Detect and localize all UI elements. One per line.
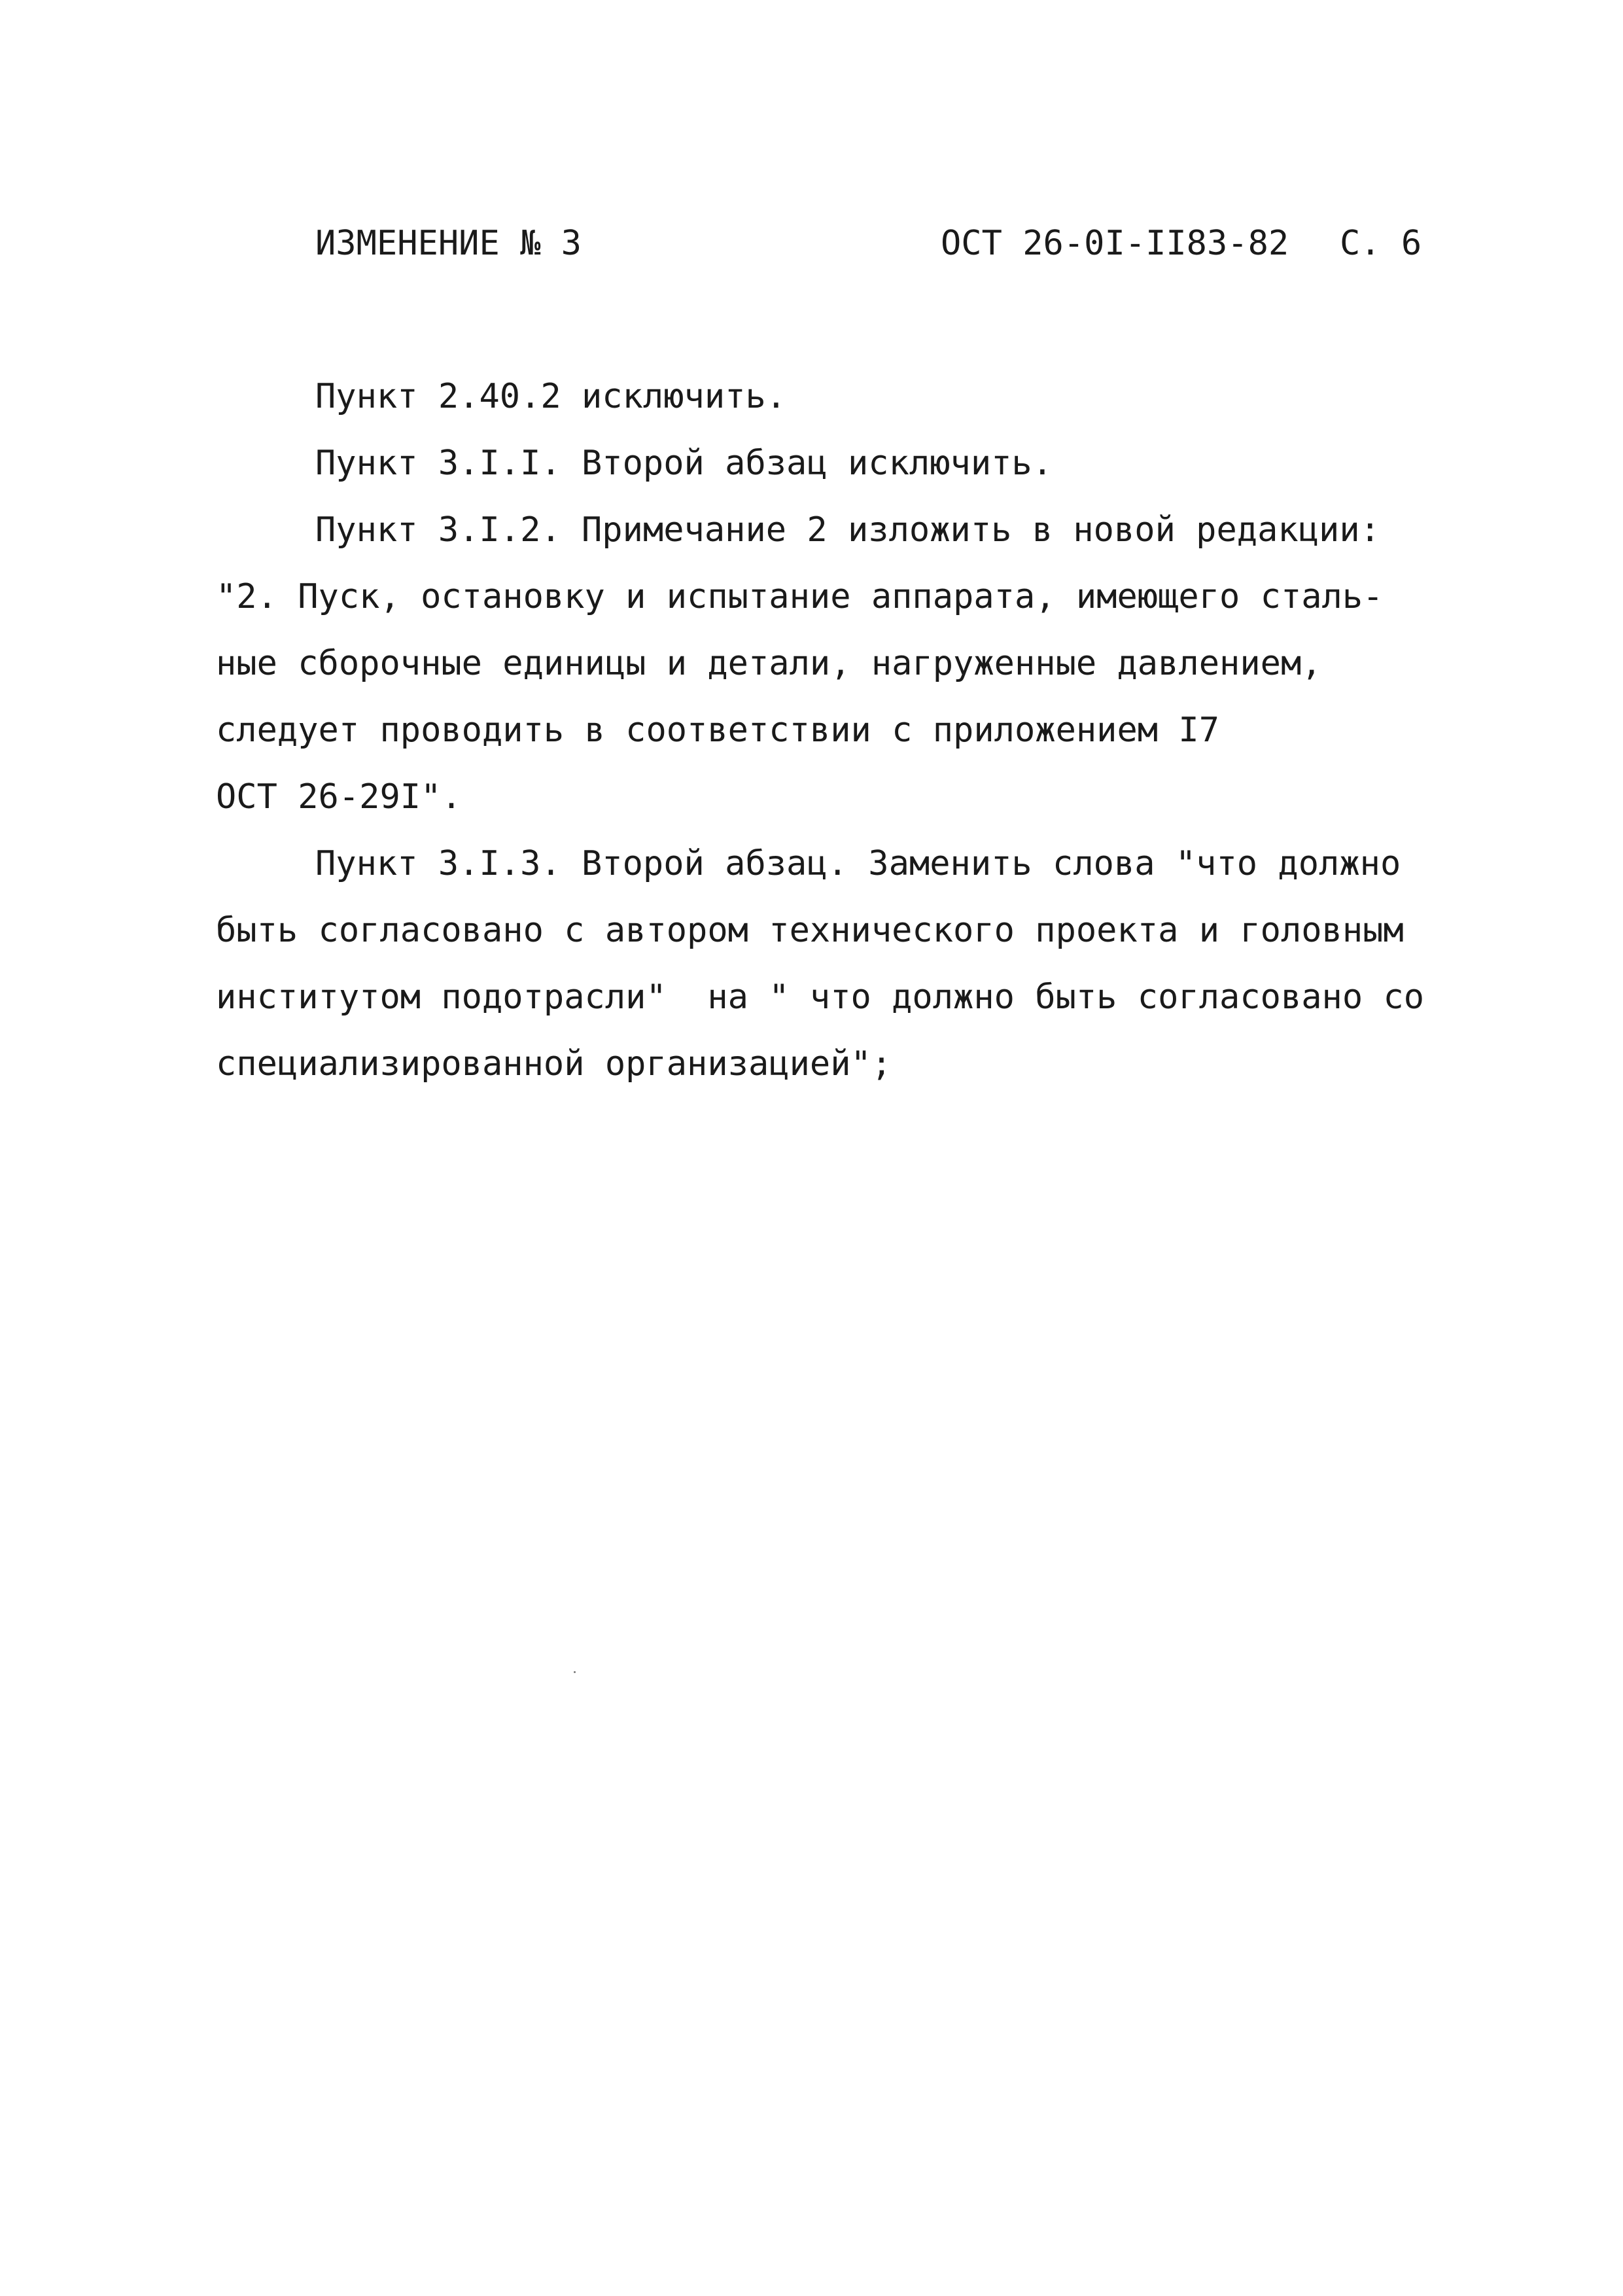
- paragraph-line: Пункт 2.40.2 исключить.: [315, 377, 787, 416]
- paragraph-line: Пункт 3.I.3. Второй абзац. Заменить слова "что должно: [315, 844, 1401, 883]
- paragraph-line: следует проводить в соответствии с приложением I7: [216, 711, 1220, 750]
- paragraph-line: ОСТ 26-29I".: [216, 777, 462, 817]
- paragraph-line: "2. Пуск, остановку и испытание аппарата, имеющего сталь-: [216, 577, 1384, 616]
- paragraph-line: специализированной организацией";: [216, 1044, 892, 1084]
- paragraph-line: Пункт 3.I.2. Примечание 2 изложить в новой редакции:: [315, 510, 1380, 550]
- paragraph-line: Пункт 3.I.I. Второй абзац исключить.: [315, 444, 1053, 483]
- paragraph-line: быть согласовано с автором технического проекта и головным: [216, 911, 1404, 950]
- change-number-heading: ИЗМЕНЕНИЕ № 3: [315, 224, 582, 263]
- paragraph-line: ные сборочные единицы и детали, нагруженные давлением,: [216, 644, 1322, 683]
- paragraph-line: институтом подотрасли" на " что должно быть согласовано со: [216, 978, 1425, 1017]
- page-number: С. 6: [1340, 224, 1422, 263]
- standard-designation: ОСТ 26-0I-II83-82: [941, 224, 1289, 263]
- scan-speck: [574, 1671, 576, 1673]
